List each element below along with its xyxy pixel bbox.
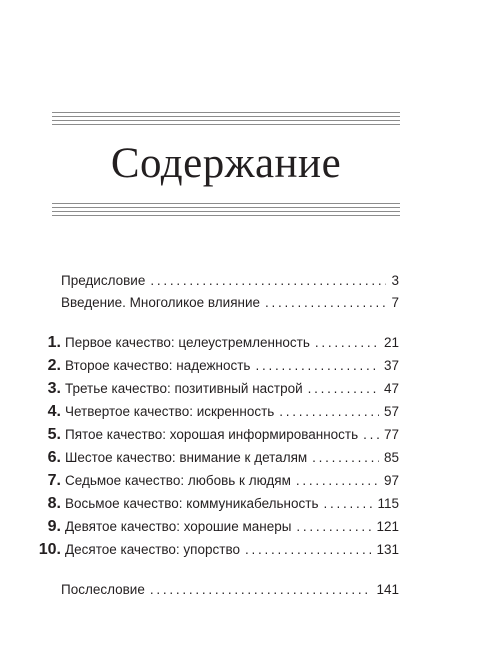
toc-entry-label: Предисловие bbox=[61, 273, 146, 288]
toc-entry-introduction[interactable] bbox=[61, 292, 399, 314]
chapter-number: 4. bbox=[47, 403, 61, 420]
dot-leader bbox=[150, 270, 386, 292]
chapter-number: 2. bbox=[47, 357, 61, 374]
title-rules-bottom bbox=[52, 203, 400, 219]
toc-entry-page: 3 bbox=[391, 273, 399, 288]
dot-leader bbox=[323, 493, 372, 515]
toc-entry-chapter[interactable] bbox=[35, 470, 399, 492]
rule-line bbox=[52, 112, 400, 113]
toc-entry-chapter[interactable] bbox=[35, 378, 399, 400]
toc-entry-label: Седьмое качество: любовь к людям bbox=[65, 473, 291, 488]
dot-leader bbox=[315, 332, 379, 354]
toc-entry-chapter[interactable] bbox=[35, 424, 399, 446]
toc-entry-label: Четвертое качество: искренность bbox=[65, 404, 275, 419]
toc-entry-page: 57 bbox=[383, 404, 399, 419]
rule-line bbox=[52, 116, 400, 117]
toc-entry-label: Третье качество: позитивный настрой bbox=[65, 381, 303, 396]
page-title: Содержание bbox=[110, 140, 342, 187]
rule-line bbox=[52, 211, 400, 212]
dot-leader bbox=[150, 579, 372, 601]
toc-entry-page: 37 bbox=[383, 358, 399, 373]
toc-entry-chapter[interactable] bbox=[35, 332, 399, 354]
chapter-number: 3. bbox=[47, 380, 61, 397]
dot-leader bbox=[363, 424, 379, 446]
toc-entry-label: Шестое качество: внимание к деталям bbox=[65, 450, 308, 465]
toc-entry-chapter[interactable] bbox=[35, 447, 399, 469]
title-rules-top bbox=[52, 112, 400, 128]
chapter-number: 10. bbox=[38, 541, 61, 558]
dot-leader bbox=[312, 447, 379, 469]
toc-entry-page: 131 bbox=[376, 542, 399, 557]
dot-leader bbox=[308, 378, 379, 400]
toc-entry-label: Послесловие bbox=[61, 582, 145, 597]
toc-entry-page: 85 bbox=[383, 450, 399, 465]
toc-entry-page: 115 bbox=[377, 496, 399, 511]
toc-entry-page: 97 bbox=[383, 473, 399, 488]
chapter-number: 1. bbox=[47, 334, 61, 351]
chapter-number: 7. bbox=[47, 472, 61, 489]
toc-entry-page: 77 bbox=[383, 427, 399, 442]
rule-line bbox=[52, 207, 400, 208]
chapter-number: 6. bbox=[47, 449, 61, 466]
chapter-number: 8. bbox=[47, 495, 61, 512]
toc-entry-page: 21 bbox=[383, 335, 399, 350]
rule-line bbox=[52, 124, 400, 125]
toc-entry-label: Пятое качество: хорошая информированность bbox=[65, 427, 359, 442]
toc-entry-chapter[interactable] bbox=[35, 355, 399, 377]
toc-entry-page: 141 bbox=[376, 582, 399, 597]
toc-entry-label: Первое качество: целеустремленность bbox=[65, 335, 310, 350]
dot-leader bbox=[296, 470, 379, 492]
toc-entry-page: 121 bbox=[376, 519, 399, 534]
dot-leader bbox=[245, 539, 372, 561]
chapter-number: 5. bbox=[47, 426, 61, 443]
toc-entry-chapter[interactable] bbox=[35, 493, 399, 515]
toc-entry-label: Восьмое качество: коммуникабельность bbox=[65, 496, 319, 511]
rule-line bbox=[52, 203, 400, 204]
chapter-number: 9. bbox=[47, 518, 61, 535]
toc-entry-afterword[interactable] bbox=[61, 579, 399, 601]
toc-entry-chapter[interactable] bbox=[35, 401, 399, 423]
toc-entry-label: Девятое качество: хорошие манеры bbox=[65, 519, 292, 534]
dot-leader bbox=[265, 292, 386, 314]
toc-entry-chapter[interactable] bbox=[35, 516, 399, 538]
toc-entry-label: Второе качество: надежность bbox=[65, 358, 251, 373]
toc-entry-page: 47 bbox=[383, 381, 399, 396]
rule-line bbox=[52, 215, 400, 216]
dot-leader bbox=[279, 401, 379, 423]
rule-line bbox=[52, 120, 400, 121]
dot-leader bbox=[296, 516, 371, 538]
dot-leader bbox=[255, 355, 379, 377]
toc-entry-page: 7 bbox=[391, 295, 399, 310]
toc-entry-label: Введение. Многоликое влияние bbox=[61, 295, 261, 310]
toc-entry-preface[interactable] bbox=[61, 270, 399, 292]
toc-entry-chapter[interactable] bbox=[35, 539, 399, 561]
toc-entry-label: Десятое качество: упорство bbox=[65, 542, 240, 557]
